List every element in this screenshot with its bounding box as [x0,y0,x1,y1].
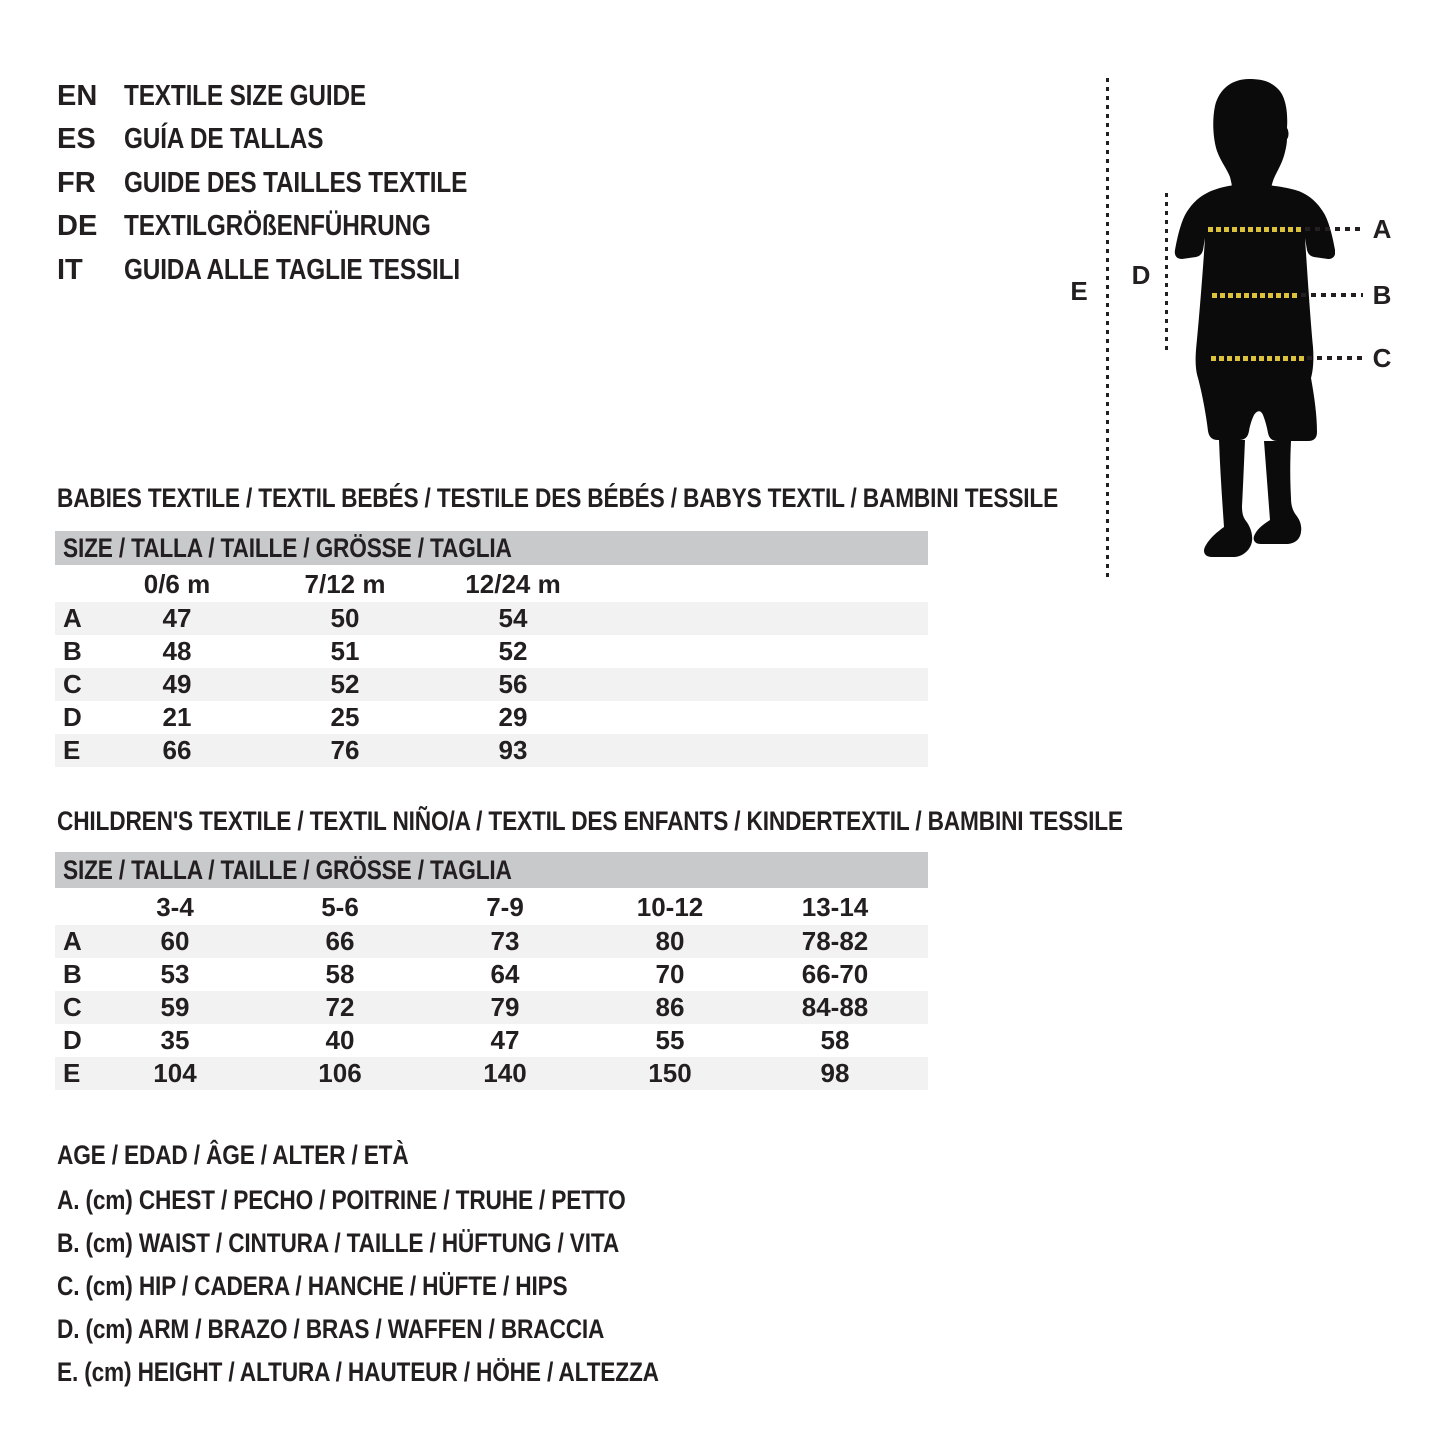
size-header-label: SIZE / TALLA / TAILLE / GRÖSSE / TAGLIA [63,854,512,885]
legend-line-age [57,1139,476,1171]
figure-label-B: B [1372,280,1392,310]
table-cell: 80 [655,926,685,956]
table-cell: 140 [483,1058,527,1088]
table-cell: 98 [820,1058,850,1088]
children-section-title-text: CHILDREN'S TEXTILE / TEXTIL NIÑO/A / TEXTIL DES ENFANTS / KINDERTEXTIL / BAMBINI TESSILE [57,806,1123,836]
table-row [55,635,928,668]
table-cell: 150 [648,1058,692,1088]
table-cell: 35 [160,1025,190,1055]
babies-section-title-text: BABIES TEXTILE / TEXTIL BEBÉS / TESTILE DES BÉBÉS / BABYS TEXTIL / BAMBINI TESSILE [57,483,1059,513]
table-cell: 48 [162,636,192,666]
table-cell: 66-70 [801,959,869,989]
children-section-title [57,806,1326,836]
language-code: EN [57,80,98,112]
language-title: GUIDA ALLE TAGLIE TESSILI [124,254,460,286]
language-code: IT [57,254,83,286]
table-cell: 76 [330,735,360,765]
table-cell: 93 [498,735,528,765]
table-cell: 47 [490,1025,520,1055]
table-cell: 50 [330,603,360,633]
legend-text: A. (cm) CHEST / PECHO / POITRINE / TRUHE / PETTO [57,1185,626,1215]
silhouette-shorts [1198,378,1317,441]
babies-size-header-bar [55,531,928,565]
children-column-header-row [55,890,928,925]
figure-label-C: C [1372,343,1392,373]
table-row [55,925,928,958]
table-cell: 66 [162,735,192,765]
table-row [55,1024,928,1057]
table-cell: 54 [498,603,528,633]
legend-text: E. (cm) HEIGHT / ALTURA / HAUTEUR / HÖHE / ALTEZZA [57,1357,659,1387]
column-header: 7-9 [486,892,524,922]
table-cell: 47 [162,603,192,633]
table-cell: 66 [325,926,355,956]
table-cell: 53 [160,959,190,989]
legend-text: C. (cm) HIP / CADERA / HANCHE / HÜFTE / HIPS [57,1271,568,1301]
table-cell: 86 [655,992,685,1022]
babies-column-header-row [55,567,928,602]
legend-text: B. (cm) WAIST / CINTURA / TAILLE / HÜFTUNG / VITA [57,1228,620,1258]
table-cell: 70 [655,959,685,989]
legend-line-height [57,1356,773,1388]
table-cell: 58 [820,1025,850,1055]
language-code: DE [57,210,98,242]
table-cell: 64 [490,959,520,989]
column-header: 5-6 [321,892,359,922]
table-cell: 21 [162,702,192,732]
table-cell: 59 [160,992,190,1022]
table-cell: 78-82 [801,926,869,956]
table-cell: 25 [330,702,360,732]
row-label: E [63,735,81,765]
table-row [55,991,928,1024]
table-cell: 29 [498,702,528,732]
row-label: B [63,636,82,666]
waist-dash-line-B [1212,293,1299,298]
chest-dotted-line-A [1305,227,1363,231]
table-cell: 106 [318,1058,362,1088]
table-cell: 49 [162,669,192,699]
table-cell: 56 [498,669,528,699]
arm-measure-line-D [1165,193,1168,351]
table-cell: 79 [490,992,520,1022]
babies-section-title [57,483,1249,513]
table-cell: 72 [325,992,355,1022]
silhouette-shirt [1175,184,1335,378]
table-cell: 104 [153,1058,197,1088]
row-label: C [63,992,82,1022]
silhouette-head [1213,79,1288,188]
legend-line-arm [57,1313,709,1345]
column-header: 3-4 [156,892,194,922]
row-label: B [63,959,82,989]
row-label: C [63,669,82,699]
table-cell: 73 [490,926,520,956]
figure-label-E: E [1070,276,1088,306]
table-row [55,668,928,701]
table-cell: 60 [160,926,190,956]
column-header: 13-14 [801,892,869,922]
waist-dotted-line-B [1301,293,1363,297]
hip-dash-line-C [1211,356,1305,361]
language-title: GUÍA DE TALLAS [124,123,324,155]
table-cell: 52 [498,636,528,666]
language-code: ES [57,123,96,155]
row-label: D [63,702,82,732]
legend-text: D. (cm) ARM / BRAZO / BRAS / WAFFEN / BRACCIA [57,1314,605,1344]
chest-dash-line-A [1208,227,1303,232]
language-code: FR [57,167,96,199]
table-row [55,701,928,734]
table-cell: 58 [325,959,355,989]
figure-label-A: A [1372,214,1392,244]
row-label: A [63,926,82,956]
children-size-header-bar [55,852,928,888]
column-header: 0/6 m [143,569,211,599]
legend-line-hip [57,1270,665,1302]
table-row [55,734,928,767]
language-title: TEXTILE SIZE GUIDE [124,80,366,112]
column-header: 12/24 m [465,569,561,599]
row-label: A [63,603,82,633]
size-header-label: SIZE / TALLA / TAILLE / GRÖSSE / TAGLIA [63,532,512,563]
table-cell: 55 [655,1025,685,1055]
legend-line-waist [57,1227,726,1259]
table-row [55,1057,928,1090]
legend-text: AGE / EDAD / ÂGE / ALTER / ETÀ [57,1140,409,1170]
language-title: TEXTILGRÖßENFÜHRUNG [124,210,431,242]
language-title: GUIDE DES TAILLES TEXTILE [124,167,468,199]
row-label: D [63,1025,82,1055]
table-cell: 40 [325,1025,355,1055]
row-label: E [63,1058,81,1088]
silhouette-right-leg [1254,441,1302,544]
table-cell: 52 [330,669,360,699]
table-row [55,602,928,635]
table-row [55,958,928,991]
column-header: 7/12 m [304,569,386,599]
column-header: 10-12 [636,892,704,922]
table-cell: 84-88 [801,992,869,1022]
figure-label-D: D [1131,260,1151,290]
legend-line-chest [57,1184,734,1216]
hip-dotted-line-C [1307,356,1363,360]
table-cell: 51 [330,636,360,666]
